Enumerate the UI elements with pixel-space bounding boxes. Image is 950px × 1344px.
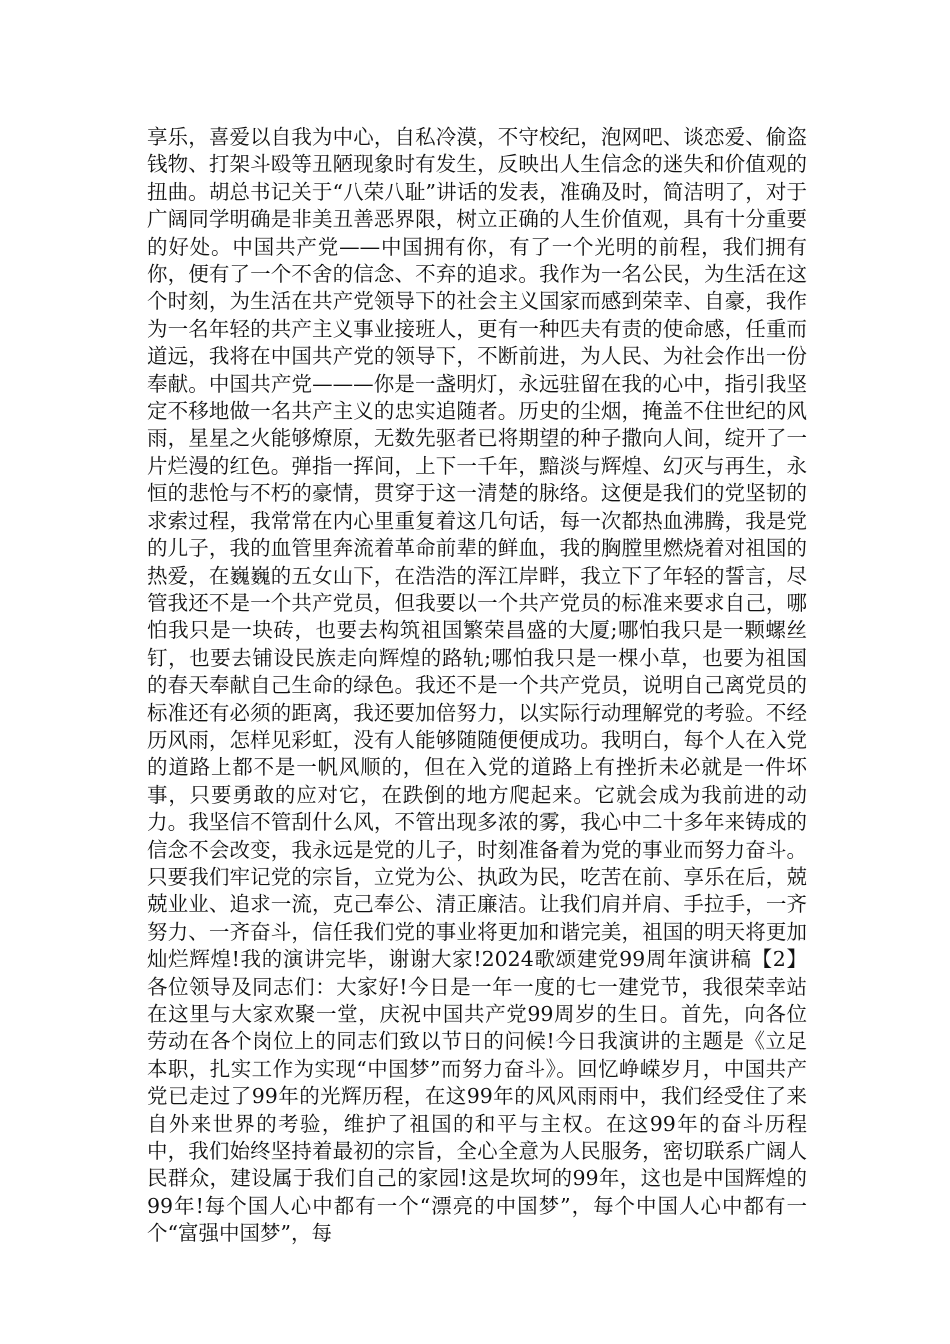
body-paragraph: 享乐，喜爱以自我为中心，自私冷漠，不守校纪，泡网吧、谈恋爱、偷盗钱物、打架斗殴等丑陋现象时有发生，反映出人生信念的迷失和价值观的扭曲。胡总书记关于“八荣八耻”讲话的发表，准确及时，简洁明了，对于广阔同学明确是非美丑善恶界限，树立正确的人生价值观，具有十分重要的好处。中国共产党——中国拥有你，有了一个光明的前程，我们拥有你，便有了一个不舍的信念、不弃的追求。我作为一名公民，为生活在这个时刻，为生活在共产党领导下的社会主义国家而感到荣幸、自豪，我作为一名年轻的共产主义事业接班人，更有一种匹夫有责的使命感，任重而道远，我将在中国共产党的领导下，不断前进，为人民、为社会作出一份奉献。中国共产党———你是一盏明灯，永远驻留在我的心中，指引我坚定不移地做一名共产主义的忠实追随者。历史的尘烟，掩盖不住世纪的风雨，星星之火能够燎原，无数先驱者已将期望的种子撒向人间，绽开了一片烂漫的红色。弹指一挥间，上下一千年，黯淡与辉煌、幻灭与再生，永恒的悲怆与不朽的豪情，贯穿于这一清楚的脉络。这便是我们的党坚韧的求索过程，我常常在内心里重复着这几句话，每一次都热血沸腾，我是党的儿子，我的血管里奔流着革命前辈的鲜血，我的胸膛里燃烧着对祖国的热爱，在巍巍的五女山下，在浩浩的浑江岸畔，我立下了年轻的誓言，尽管我还不是一个共产党员，但我要以一个共产党员的标准来要求自己，哪怕我只是一块砖，也要去构筑祖国繁荣昌盛的大厦;哪怕我只是一颗螺丝钉，也要去铺设民族走向辉煌的路轨;哪怕我只是一棵小草，也要为祖国的春天奉献自己生命的绿色。我还不是一个共产党员，说明自己离党员的标准还有必须的距离，我还要加倍努力，以实际行动理解党的考验。不经历风雨，怎样见彩虹，没有人能够随随便便成功。我明白，每个人在入党的道路上都不是一帆风顺的，但在入党的道路上有挫折未必就是一件坏事，只要勇敢的应对它，在跌倒的地方爬起来。它就会成为我前进的动力。我坚信不管刮什么风，不管出现多浓的雾，我心中二十多年来铸成的信念不会改变，我永远是党的儿子，时刻准备着为党的事业而努力奋斗。只要我们牢记党的宗旨，立党为公、执政为民，吃苦在前、享乐在后，兢兢业业、追求一流，克己奉公、清正廉洁。让我们肩并肩、手拉手，一齐努力、一齐奋斗，信任我们党的事业将更加和谐完美，祖国的明天将更加灿烂辉煌!我的演讲完毕，谢谢大家!2024歌颂建党99周年演讲稿【2】各位领导及同志们：大家好!今日是一年一度的七一建党节，我很荣幸站在这里与大家欢聚一堂，庆祝中国共产党99周岁的生日。首先，向各位劳动在各个岗位上的同志们致以节日的问候!今日我演讲的主题是《立足本职，扎实工作为实现“中国梦”而努力奋斗》。回忆峥嵘岁月，中国共产党已走过了99年的光辉历程，在这99年的风风雨雨中，我们经受住了来自外来世界的考验，维护了祖国的和平与主权。在这99年的奋斗历程中，我们始终坚持着最初的宗旨，全心全意为人民服务，密切联系广阔人民群众，建设属于我们自己的家园!这是坎坷的99年，这也是中国辉煌的99年!每个国人心中都有一个“漂亮的中国梦”，每个中国人心中都有一个“富强中国梦”，每 (147, 125, 807, 1246)
